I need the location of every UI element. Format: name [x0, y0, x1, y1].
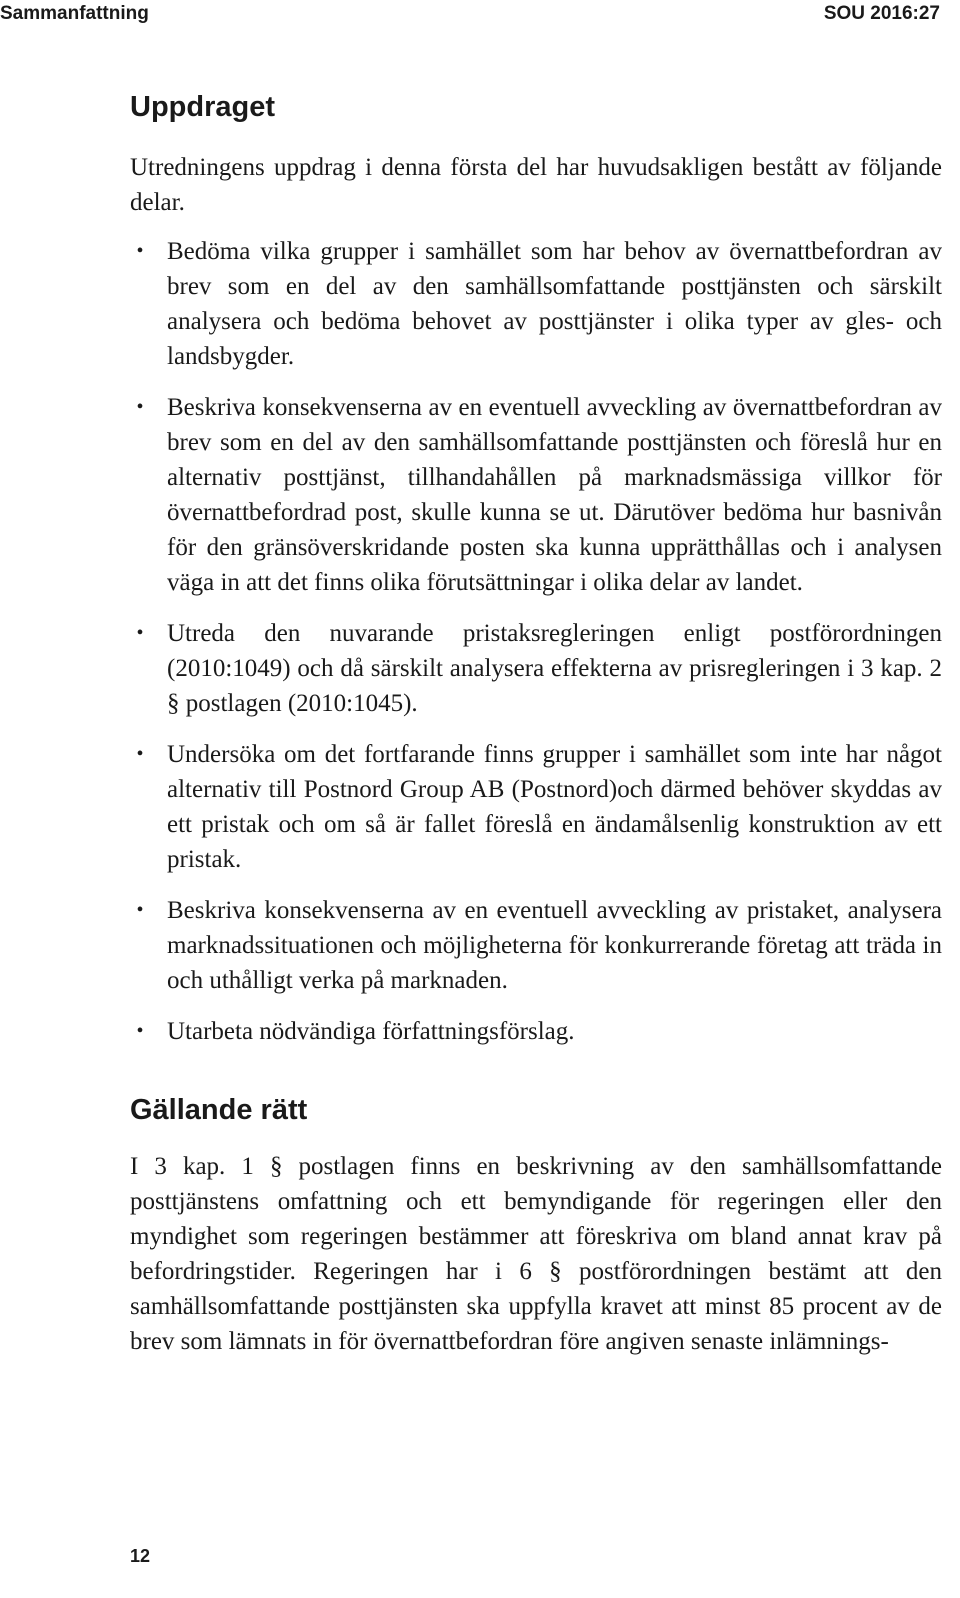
bullet-icon: • [136, 396, 144, 418]
bullet-icon: • [136, 743, 144, 765]
bullet-icon: • [136, 899, 144, 921]
list-item-text: Beskriva konsekvenserna av en eventuell avveckling av övernattbefordran av brev som en del av den samhällsomfattande posttjänsten och föreslå hur en alternativ posttjänst, tillhandahållen på marknadsmässiga villkor för övernattbefordrad post, skulle kunna se ut. Därutöver bedöma hur basnivån för den gränsöverskridande posten ska kunna upprätthållas och i analysen väga in att det finns olika förutsättningar i olika delar av landet. [167, 394, 942, 596]
list-item-text: Undersöka om det fortfarande finns grupper i samhället som inte har något alternativ till Postnord Group AB (Postnord)och därmed behöver skyddas av ett pristak och om så är fallet föreslå en ändamålsenlig konstruktion av ett pristak. [167, 741, 942, 873]
header-report-id: SOU 2016:27 [823, 3, 940, 24]
bullet-icon: • [136, 622, 144, 644]
list-item [130, 893, 942, 998]
heading-gallande-ratt: Gällande rätt [130, 1094, 308, 1126]
list-item [130, 390, 942, 600]
list-item-text: Utreda den nuvarande pristaksregleringen enligt postförordningen (2010:1049) och då särskilt analysera effekterna av prisregleringen i 3 kap. 2 § postlagen (2010:1045). [167, 620, 942, 717]
list-item-text: Beskriva konsekvenserna av en eventuell avveckling av pristaket, analysera marknadssituationen och möjligheterna för konkurrerande företag att träda in och uthålligt verka på marknaden. [167, 897, 942, 994]
list-item [130, 737, 942, 877]
page-number: 12 [130, 1546, 151, 1566]
body-paragraph: I 3 kap. 1 § postlagen finns en beskrivning av den samhällsomfattande posttjänstens omfattning och ett bemyndigande för regeringen eller den myndighet som regeringen bestämmer att föreskriva om bland annat krav på befordringstider. Regeringen har i 6 § postförordningen bestämt att den samhällsomfattande posttjänsten ska uppfylla kravet att minst 85 procent av de brev som lämnats in för övernattbefordran före angiven senaste inlämnings- [130, 1153, 942, 1355]
list-item [130, 234, 942, 374]
list-item-text: Utarbeta nödvändiga författningsförslag. [167, 1018, 575, 1045]
list-item-text: Bedöma vilka grupper i samhället som har behov av övernattbefordran av brev som en del av den samhällsomfattande posttjänsten och särskilt analysera och bedöma behovet av posttjänster i olika typer av gles- och landsbygder. [167, 238, 942, 370]
heading-uppdraget: Uppdraget [130, 91, 275, 123]
running-header [0, 0, 960, 30]
bullet-icon: • [136, 240, 144, 262]
task-list [130, 234, 942, 1049]
list-item [130, 616, 942, 721]
intro-paragraph: Utredningens uppdrag i denna första del har huvudsakligen bestått av följande delar. [130, 154, 942, 216]
list-item [130, 1014, 942, 1049]
bullet-icon: • [136, 1020, 144, 1042]
page-content [130, 86, 942, 1359]
header-section-title: Sammanfattning [0, 3, 149, 24]
